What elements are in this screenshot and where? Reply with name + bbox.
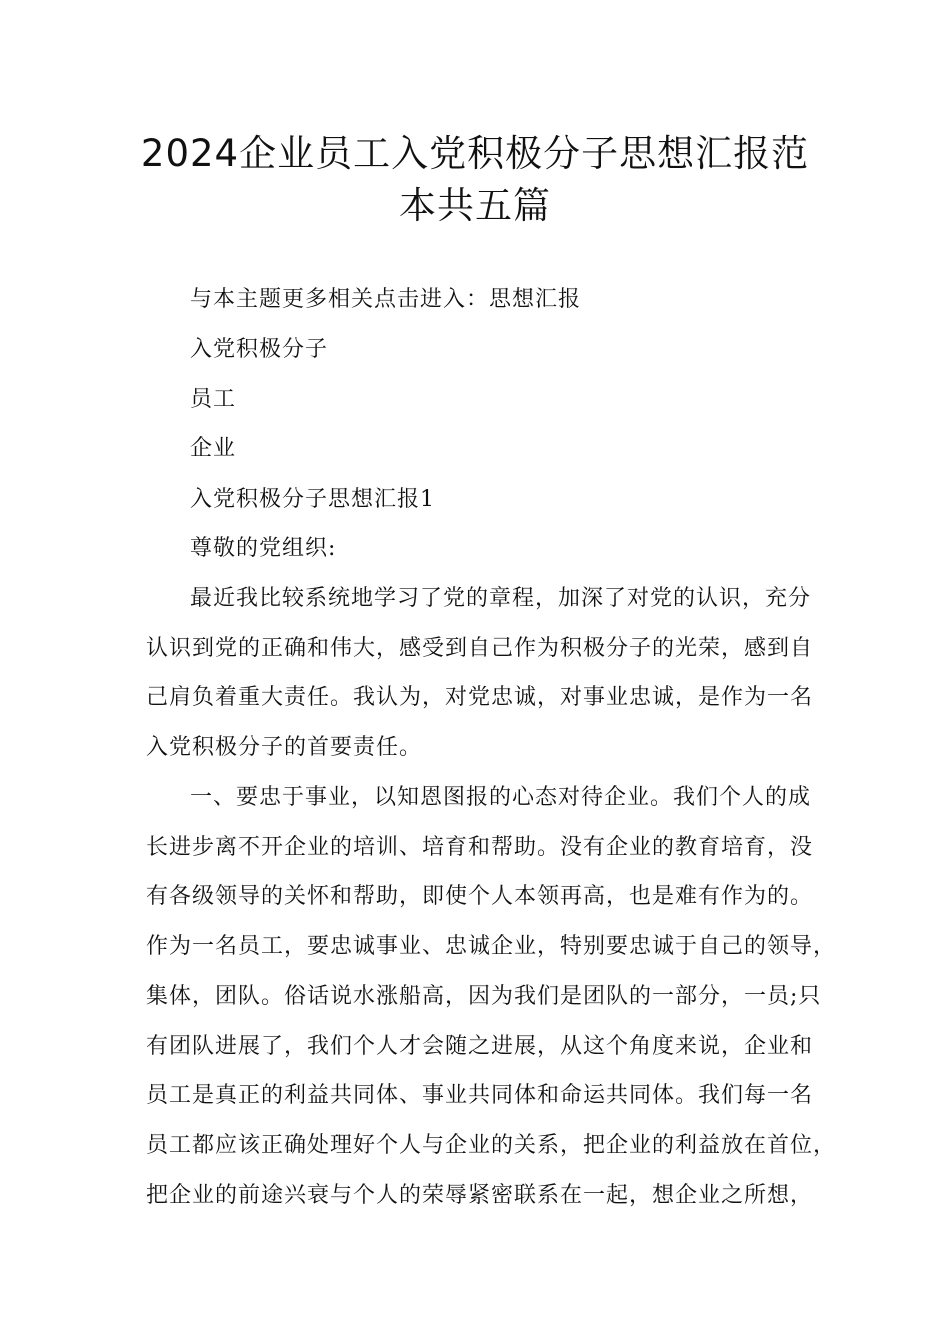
paragraph-line: 一、要忠于事业，以知恩图报的心态对待企业。我们个人的成 (190, 785, 812, 810)
document-title-line-2: 本共五篇 (399, 184, 551, 227)
paragraph-line: 己肩负着重大责任。我认为，对党忠诚，对事业忠诚，是作为一名 (146, 685, 814, 710)
paragraph-line: 员工都应该正确处理好个人与企业的关系，把企业的利益放在首位， (146, 1133, 837, 1158)
paragraph-line: 长进步离不开企业的培训、培育和帮助。没有企业的教育培育，没 (146, 835, 814, 860)
paragraph-line: 认识到党的正确和伟大，感受到自己作为积极分子的光荣，感到自 (146, 636, 814, 661)
document-title-line-1: 2024企业员工入党积极分子思想汇报范 (140, 132, 810, 175)
section-heading: 入党积极分子思想汇报1 (190, 487, 435, 512)
paragraph-line: 有各级领导的关怀和帮助，即使个人本领再高，也是难有作为的。 (146, 884, 814, 909)
related-topics-link[interactable]: 与本主题更多相关点击进入：思想汇报 (190, 287, 582, 312)
paragraph-line: 入党积极分子的首要责任。 (146, 735, 423, 760)
tag-link[interactable]: 员工 (190, 387, 237, 412)
paragraph-line: 集体，团队。俗话说水涨船高，因为我们是团队的一部分，一员;只 (146, 984, 822, 1009)
salutation: 尊敬的党组织: (190, 536, 337, 561)
paragraph-line: 最近我比较系统地学习了党的章程，加深了对党的认识，充分 (190, 586, 812, 611)
paragraph-line: 把企业的前途兴衰与个人的荣辱紧密联系在一起，想企业之所想， (146, 1183, 814, 1208)
paragraph-line: 有团队进展了，我们个人才会随之进展，从这个角度来说，企业和 (146, 1034, 814, 1059)
tag-link[interactable]: 入党积极分子 (190, 337, 329, 362)
tag-link[interactable]: 企业 (190, 436, 237, 461)
paragraph-line: 员工是真正的利益共同体、事业共同体和命运共同体。我们每一名 (146, 1083, 814, 1108)
paragraph-line: 作为一名员工，要忠诚事业、忠诚企业，特别要忠诚于自己的领导， (146, 934, 837, 959)
